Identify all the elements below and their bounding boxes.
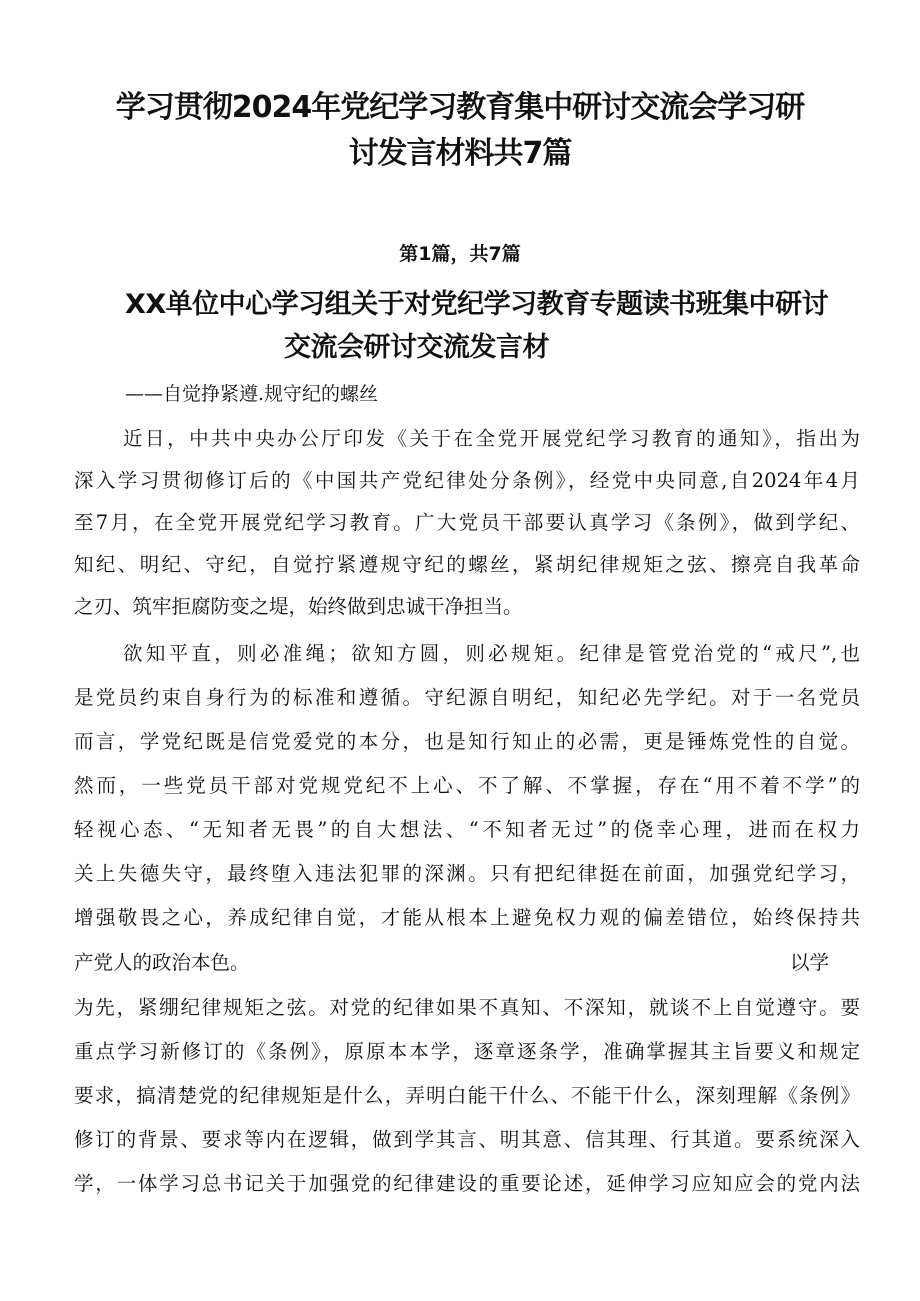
paragraph-2-line: 而言，学党纪既是信党爱党的本分，也是知行知止的必需，更是锤炼党性的自觉。 <box>74 730 860 753</box>
paragraph-2-line: 欲知平直，则必准绳；欲知方圆，则必规矩。纪律是管党治党的“戒尺”,也 <box>123 642 860 665</box>
paragraph-3-line: 为先，紧绷纪律规矩之弦。对党的纪律如果不真知、不深知，就谈不上自觉遵守。要 <box>74 996 860 1019</box>
article-title-line-2: 交流会研讨交流发言材 <box>284 332 549 363</box>
document-title-line-1: 学习贯彻2024年党纪学习教育集中研讨交流会学习研 <box>115 90 805 125</box>
paragraph-1-line: 知纪、明纪、守纪，自觉拧紧遵规守纪的螺丝，紧胡纪律规矩之弦、擦亮自我革命 <box>74 553 860 576</box>
paragraph-3-line: 修订的背景、要求等内在逻辑，做到学其言、明其意、信其理、行其道。要系统深入 <box>74 1128 860 1151</box>
paragraph-3-line: 重点学习新修订的《条例》，原原本本学，逐章逐条学，准确掌握其主旨要义和规定 <box>74 1040 860 1063</box>
part-label: 第1篇，共7篇 <box>399 243 521 265</box>
article-title-line-1: XX单位中心学习组关于对党纪学习教育专题读书班集中研讨 <box>125 289 829 320</box>
paragraph-1-line: 之刃、筑牢拒腐防变之堤，始终做到忠诚干净担当。 <box>74 595 523 618</box>
paragraph-3-line: 要求，搞清楚党的纪律规矩是什么，弄明白能干什么、不能干什么，深刻理解《条例》 <box>74 1084 860 1107</box>
article-subtitle: ——自觉挣紧遵.规守纪的螺丝 <box>125 383 379 405</box>
paragraph-2-tail: 以学 <box>790 951 830 974</box>
paragraph-2-line: 产党人的政治本色。 <box>74 951 250 974</box>
paragraph-2-line: 是党员约束自身行为的标准和遵循。守纪源自明纪，知纪必先学纪。对于一名党员 <box>74 686 860 709</box>
paragraph-3-line: 学，一体学习总书记关于加强党的纪律建设的重要论述，延伸学习应知应会的党内法 <box>74 1172 860 1195</box>
paragraph-2-line: 轻视心态、“无知者无畏”的自大想法、“不知者无过”的侥幸心理，进而在权力 <box>74 818 860 841</box>
document-title-line-2: 讨发言材料共7篇 <box>348 136 572 171</box>
paragraph-2-line: 增强敬畏之心，养成纪律自觉，才能从根本上避免权力观的偏差错位，始终保持共 <box>74 906 860 929</box>
paragraph-1-line: 近日，中共中央办公厅印发《关于在全党开展党纪学习教育的通知》，指出为 <box>123 427 860 450</box>
paragraph-1-line: 至7月，在全党开展党纪学习教育。广大党员干部要认真学习《条例》，做到学纪、 <box>74 511 860 534</box>
paragraph-1-line: 深入学习贯彻修订后的《中国共产党纪律处分条例》，经党中央同意,自2024年4月 <box>74 469 860 492</box>
paragraph-2-line: 然而，一些党员干部对党规党纪不上心、不了解、不掌握，存在“用不着不学”的 <box>74 774 860 797</box>
paragraph-2-line: 关上失德失守，最终堕入违法犯罪的深渊。只有把纪律挺在前面，加强党纪学习， <box>74 862 860 885</box>
